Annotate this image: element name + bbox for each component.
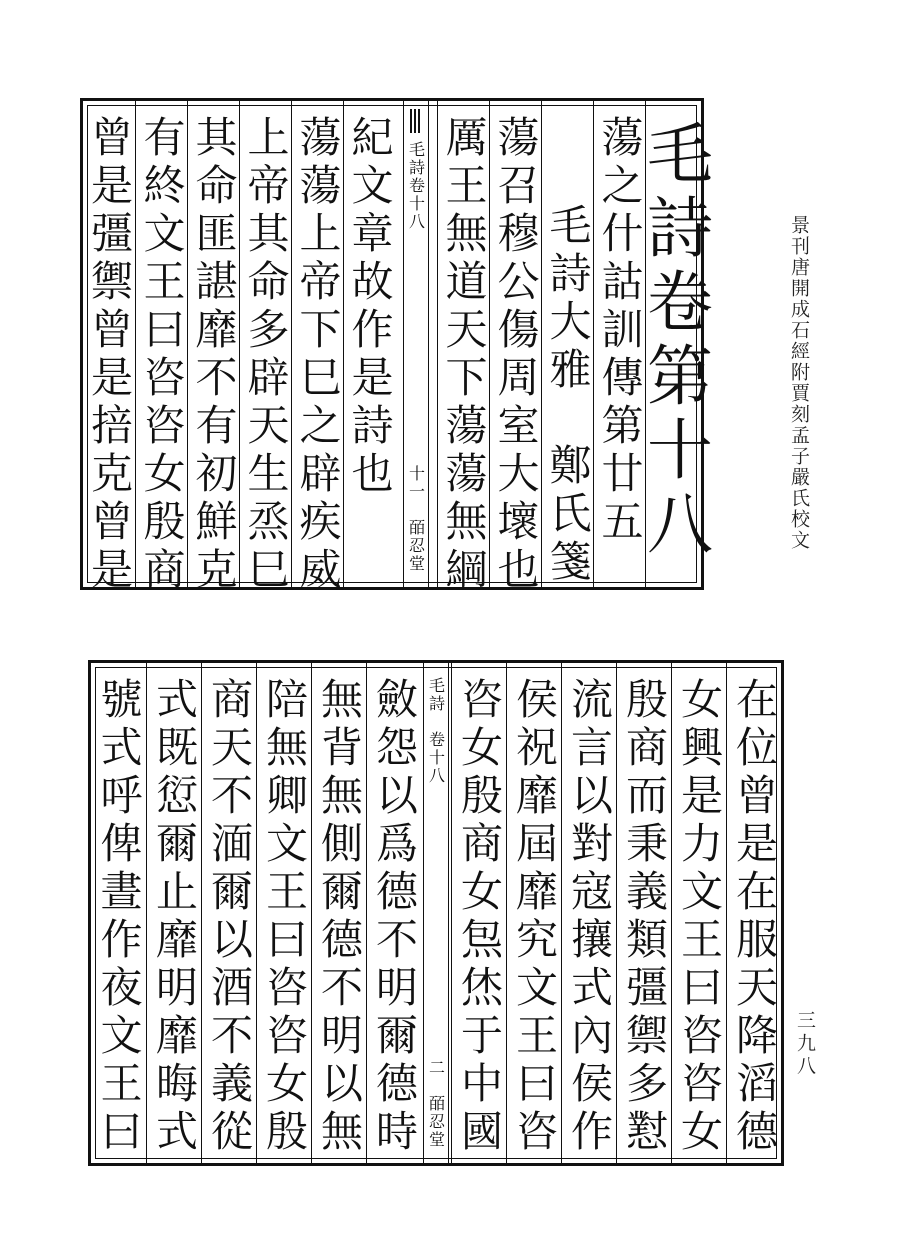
text-column: 咨女殷商女炰烋于中國 xyxy=(451,663,506,1163)
fold-title: 毛詩卷十八 xyxy=(406,141,426,231)
text-column: 號式呼俾晝作夜文王曰 xyxy=(94,677,144,1157)
bottom-text-block xyxy=(88,660,784,1166)
text-column: 商天不湎爾以酒不義從 xyxy=(201,663,256,1163)
text-column: 流言以對寇攘式內侯作 xyxy=(561,663,616,1163)
text-column: 蕩蕩上帝下巳之辟疾威 xyxy=(291,101,343,587)
center-fold-column xyxy=(403,101,429,587)
volume-title-column: 毛詩卷第十八 xyxy=(645,101,701,587)
text-column: 女興是力文王曰咨咨女 xyxy=(671,663,726,1163)
page-number: 三九八 xyxy=(794,1010,816,1079)
text-column: 斂怨以爲德不明爾德時 xyxy=(366,663,421,1163)
top-text-block xyxy=(80,98,713,595)
text-column: 上帝其命多辟天生烝巳 xyxy=(239,101,291,587)
text-column: 在位曾是在服天降滔德 xyxy=(726,663,781,1163)
text-column: 其命匪諶靡不有初鮮克 xyxy=(187,101,239,587)
text-column: 蕩召穆公傷周室大壞也 xyxy=(489,101,541,587)
center-fold-column xyxy=(423,663,449,1163)
text-column: 式既愆爾止靡明靡晦式 xyxy=(146,663,201,1163)
text-column: 毛詩大雅 鄭氏箋 xyxy=(541,101,593,587)
text-column: 曾是彊禦曾是掊克曾是 xyxy=(85,115,134,595)
fish-tail-mark xyxy=(410,109,422,133)
text-column: 蕩之什詁訓傳第廿五 xyxy=(593,101,645,587)
text-column: 無背無側爾德不明以無 xyxy=(311,663,366,1163)
fold-title: 毛詩 卷十八 xyxy=(426,677,446,785)
text-column: 厲王無道天下蕩蕩無綱 xyxy=(437,101,489,587)
fold-publisher: 二 皕忍堂 xyxy=(426,1059,446,1149)
text-column: 陪無卿文王曰咨咨女殷 xyxy=(256,663,311,1163)
text-column: 紀文章故作是詩也 xyxy=(343,101,395,587)
fold-publisher: 十一 皕忍堂 xyxy=(406,465,426,573)
book-title-margin: 景刊唐開成石經附賈刻孟子嚴氏校文 xyxy=(788,215,810,551)
text-column: 有終文王曰咨咨女殷商 xyxy=(135,101,187,587)
text-column: 殷商而秉義類彊禦多懟 xyxy=(616,663,671,1163)
text-column: 侯祝靡屆靡究文王曰咨 xyxy=(506,663,561,1163)
